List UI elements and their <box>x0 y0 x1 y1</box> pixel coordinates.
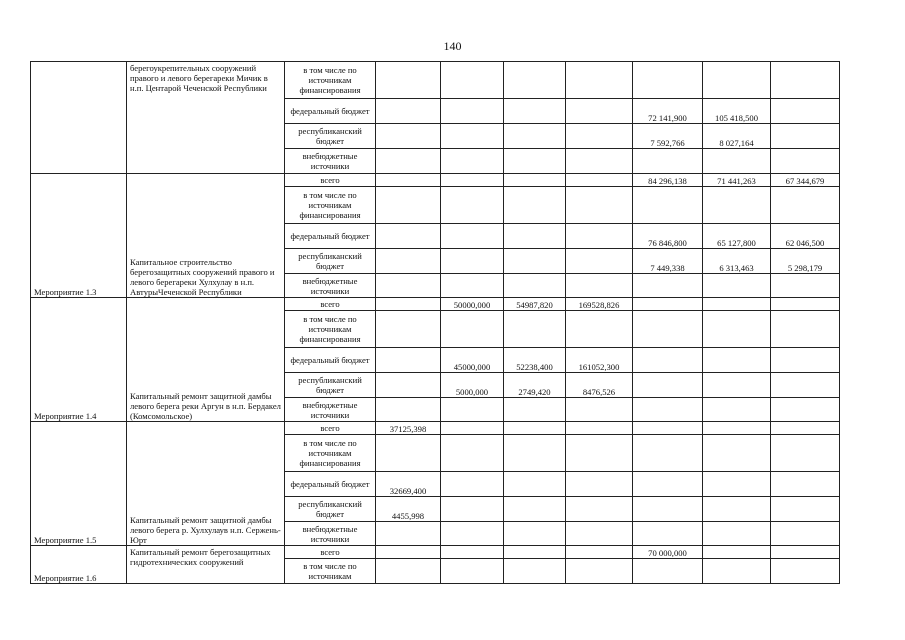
value-cell <box>633 311 703 348</box>
value-cell <box>376 559 441 584</box>
event-cell: Мероприятие 1.6 <box>31 546 127 584</box>
value-cell <box>441 62 504 99</box>
object-name-cell: берегоукрепительных сооружений правого и левого берегареки Мичик в н.п. Центарой Чеченской Республики <box>127 62 285 174</box>
event-cell: Мероприятие 1.3 <box>31 174 127 298</box>
value-cell <box>376 311 441 348</box>
source-cell: федеральный бюджет <box>285 472 376 497</box>
value-cell <box>504 472 566 497</box>
event-cell: Мероприятие 1.5 <box>31 422 127 546</box>
value-cell <box>376 522 441 546</box>
value-cell <box>504 174 566 187</box>
value-cell <box>566 249 633 274</box>
value-cell <box>703 435 771 472</box>
value-cell <box>633 422 703 435</box>
value-cell <box>441 311 504 348</box>
value-cell <box>504 559 566 584</box>
value-cell <box>771 522 840 546</box>
value-cell <box>504 274 566 298</box>
value-cell <box>376 149 441 174</box>
source-cell: всего <box>285 546 376 559</box>
value-cell <box>771 311 840 348</box>
value-cell <box>566 497 633 522</box>
value-cell <box>566 398 633 422</box>
source-cell: федеральный бюджет <box>285 224 376 249</box>
value-cell <box>376 373 441 398</box>
value-cell <box>566 435 633 472</box>
value-cell <box>441 174 504 187</box>
value-cell <box>566 472 633 497</box>
value-cell <box>703 522 771 546</box>
value-cell <box>703 149 771 174</box>
source-cell: республиканский бюджет <box>285 497 376 522</box>
value-cell <box>703 274 771 298</box>
value-cell <box>441 559 504 584</box>
object-name-cell: Капитальный ремонт берегозащитных гидротехнических сооружений <box>127 546 285 584</box>
value-cell: 50000,000 <box>441 298 504 311</box>
value-cell <box>376 249 441 274</box>
value-cell <box>504 249 566 274</box>
value-cell <box>771 149 840 174</box>
value-cell <box>504 124 566 149</box>
value-cell <box>441 187 504 224</box>
value-cell <box>703 559 771 584</box>
value-cell <box>504 546 566 559</box>
value-cell <box>633 149 703 174</box>
value-cell <box>441 274 504 298</box>
value-cell <box>566 224 633 249</box>
value-cell <box>376 298 441 311</box>
value-cell <box>771 398 840 422</box>
value-cell <box>703 348 771 373</box>
source-cell: в том числе по источникам финансирования <box>285 62 376 99</box>
value-cell <box>566 559 633 584</box>
value-cell <box>566 522 633 546</box>
budget-table <box>30 61 840 584</box>
value-cell <box>376 224 441 249</box>
value-cell <box>504 435 566 472</box>
value-cell <box>441 546 504 559</box>
table-row <box>31 298 840 311</box>
value-cell <box>504 187 566 224</box>
source-cell: внебюджетные источники <box>285 398 376 422</box>
value-cell <box>771 497 840 522</box>
source-cell: республиканский бюджет <box>285 249 376 274</box>
value-cell <box>771 472 840 497</box>
value-cell <box>703 497 771 522</box>
value-cell <box>566 124 633 149</box>
value-cell <box>703 472 771 497</box>
value-cell <box>441 522 504 546</box>
table-row <box>31 62 840 99</box>
value-cell <box>441 398 504 422</box>
source-cell: внебюджетные источники <box>285 274 376 298</box>
source-cell: в том числе по источникам финансирования <box>285 435 376 472</box>
value-cell <box>633 559 703 584</box>
value-cell: 161052,300 <box>566 348 633 373</box>
value-cell: 70 000,000 <box>633 546 703 559</box>
value-cell: 2749,420 <box>504 373 566 398</box>
value-cell <box>376 124 441 149</box>
value-cell <box>703 311 771 348</box>
value-cell: 76 846,800 <box>633 224 703 249</box>
value-cell: 72 141,900 <box>633 99 703 124</box>
value-cell: 5 298,179 <box>771 249 840 274</box>
source-cell: республиканский бюджет <box>285 124 376 149</box>
source-cell: федеральный бюджет <box>285 348 376 373</box>
value-cell <box>376 546 441 559</box>
page-number: 140 <box>443 39 462 53</box>
value-cell: 52238,400 <box>504 348 566 373</box>
value-cell <box>504 62 566 99</box>
value-cell <box>703 422 771 435</box>
value-cell <box>771 187 840 224</box>
value-cell <box>771 298 840 311</box>
value-cell: 4455,998 <box>376 497 441 522</box>
value-cell <box>771 373 840 398</box>
value-cell <box>376 274 441 298</box>
value-cell: 84 296,138 <box>633 174 703 187</box>
value-cell: 5000,000 <box>441 373 504 398</box>
value-cell: 65 127,800 <box>703 224 771 249</box>
value-cell <box>504 497 566 522</box>
source-cell: в том числе по источникам финансирования <box>285 187 376 224</box>
value-cell <box>633 435 703 472</box>
source-cell: в том числе по источникам <box>285 559 376 584</box>
value-cell <box>633 373 703 398</box>
value-cell <box>376 348 441 373</box>
value-cell <box>441 497 504 522</box>
value-cell <box>633 398 703 422</box>
value-cell: 6 313,463 <box>703 249 771 274</box>
value-cell <box>441 435 504 472</box>
value-cell <box>504 149 566 174</box>
value-cell <box>566 546 633 559</box>
value-cell <box>566 274 633 298</box>
value-cell <box>633 274 703 298</box>
value-cell <box>703 398 771 422</box>
value-cell <box>504 224 566 249</box>
value-cell <box>703 62 771 99</box>
object-name-cell: Капитальное строительство берегозащитных сооружений правого и левого берегареки Хулхулау в н.п. АвтурыЧеченской Республики <box>127 174 285 298</box>
value-cell <box>504 311 566 348</box>
value-cell <box>441 99 504 124</box>
value-cell <box>376 174 441 187</box>
value-cell <box>771 274 840 298</box>
table-body <box>31 62 840 584</box>
value-cell <box>633 62 703 99</box>
value-cell <box>771 62 840 99</box>
value-cell <box>771 435 840 472</box>
value-cell <box>633 472 703 497</box>
table-row <box>31 422 840 435</box>
value-cell: 105 418,500 <box>703 99 771 124</box>
value-cell: 7 592,766 <box>633 124 703 149</box>
value-cell <box>703 298 771 311</box>
value-cell <box>771 559 840 584</box>
value-cell <box>504 398 566 422</box>
value-cell <box>376 398 441 422</box>
source-cell: всего <box>285 174 376 187</box>
value-cell <box>504 99 566 124</box>
value-cell <box>703 187 771 224</box>
value-cell: 37125,398 <box>376 422 441 435</box>
value-cell <box>703 373 771 398</box>
value-cell: 54987,820 <box>504 298 566 311</box>
value-cell <box>376 435 441 472</box>
value-cell <box>771 422 840 435</box>
value-cell <box>566 62 633 99</box>
value-cell <box>633 187 703 224</box>
value-cell <box>566 149 633 174</box>
table-row <box>31 546 840 559</box>
value-cell <box>566 99 633 124</box>
value-cell <box>566 422 633 435</box>
object-name-cell: Капитальный ремонт защитной дамбы левого берега р. Хулхулаув н.п. Сержень-Юрт <box>127 422 285 546</box>
table-row <box>31 174 840 187</box>
value-cell: 71 441,263 <box>703 174 771 187</box>
value-cell <box>566 311 633 348</box>
value-cell <box>566 187 633 224</box>
value-cell <box>771 99 840 124</box>
value-cell: 62 046,500 <box>771 224 840 249</box>
value-cell <box>441 149 504 174</box>
source-cell: внебюджетные источники <box>285 149 376 174</box>
value-cell <box>441 472 504 497</box>
value-cell <box>376 62 441 99</box>
value-cell <box>441 249 504 274</box>
event-cell: Мероприятие 1.4 <box>31 298 127 422</box>
value-cell <box>376 187 441 224</box>
source-cell: внебюджетные источники <box>285 522 376 546</box>
value-cell <box>441 422 504 435</box>
source-cell: всего <box>285 422 376 435</box>
value-cell: 45000,000 <box>441 348 504 373</box>
value-cell <box>633 348 703 373</box>
value-cell <box>441 224 504 249</box>
event-cell <box>31 62 127 174</box>
value-cell <box>633 497 703 522</box>
value-cell: 169528,826 <box>566 298 633 311</box>
value-cell <box>771 348 840 373</box>
object-name-cell: Капитальный ремонт защитной дамбы левого берега реки Аргун в н.п. Бердакел (Комсомольское) <box>127 298 285 422</box>
value-cell <box>504 422 566 435</box>
value-cell: 8 027,164 <box>703 124 771 149</box>
source-cell: всего <box>285 298 376 311</box>
value-cell <box>566 174 633 187</box>
value-cell <box>633 522 703 546</box>
value-cell <box>633 298 703 311</box>
value-cell: 67 344,679 <box>771 174 840 187</box>
value-cell: 32669,400 <box>376 472 441 497</box>
value-cell <box>771 124 840 149</box>
value-cell: 7 449,338 <box>633 249 703 274</box>
value-cell <box>376 99 441 124</box>
value-cell <box>771 546 840 559</box>
source-cell: федеральный бюджет <box>285 99 376 124</box>
value-cell: 8476,526 <box>566 373 633 398</box>
value-cell <box>504 522 566 546</box>
value-cell <box>441 124 504 149</box>
source-cell: республиканский бюджет <box>285 373 376 398</box>
source-cell: в том числе по источникам финансирования <box>285 311 376 348</box>
value-cell <box>703 546 771 559</box>
